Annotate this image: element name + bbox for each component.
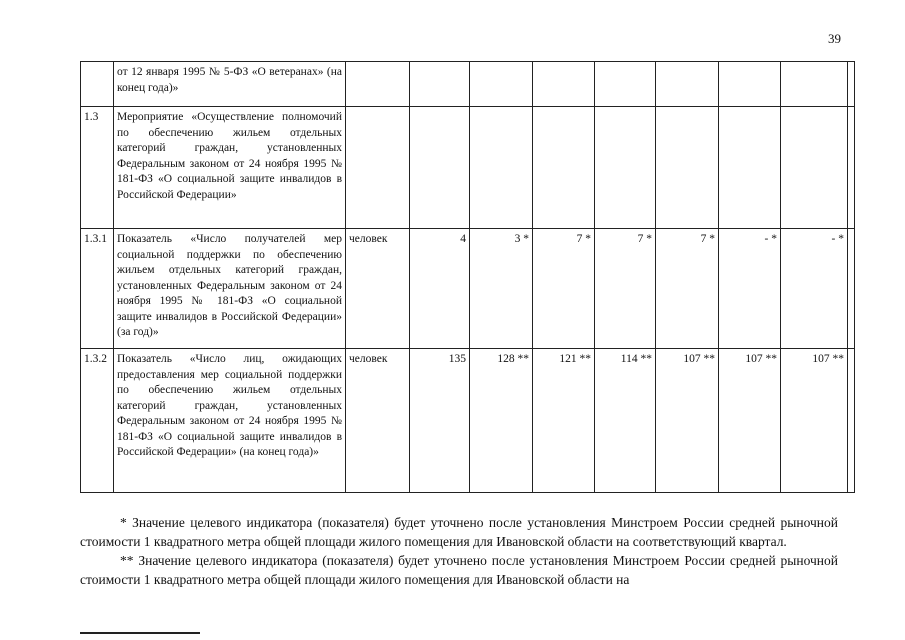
footnotes: [80, 513, 838, 589]
row-unit-cell: человек: [346, 349, 410, 493]
row-description-cell: Показатель «Число получателей мер социальной поддержки по обеспечению жильем отдельных категорий граждан, установленных Федеральным законом от 24 ноября 1995 № 181-ФЗ «О социальной защите инвалидов в Российской Федерации» (за год)»: [114, 229, 346, 349]
row-unit-cell: [346, 107, 410, 229]
value-cell: 107 **: [781, 349, 848, 493]
value-cell: [781, 107, 848, 229]
value-cell: [470, 107, 533, 229]
page-number: 39: [828, 31, 841, 46]
value-cell: - *: [719, 229, 781, 349]
row-description-cell: Мероприятие «Осуществление полномочий по обеспечению жильем отдельных категорий граждан, установленных Федеральным законом от 24 ноября 1995 № 181-ФЗ «О социальной защите инвалидов в Российской Федерации»: [114, 107, 346, 229]
value-cell: 121 **: [533, 349, 595, 493]
value-cell: 128 **: [470, 349, 533, 493]
value-cell: 7 *: [595, 229, 656, 349]
bottom-rule: [80, 632, 200, 634]
row-description-cell: Показатель «Число лиц, ожидающих предоставления мер социальной поддержки по обеспечению жильем отдельных категорий граждан, установленных Федеральным законом от 24 ноября 1995 № 181-ФЗ «О социальной защите инвалидов в Российской Федерации» (на конец года)»: [114, 349, 346, 493]
value-cell: [848, 229, 855, 349]
value-cell: 7 *: [533, 229, 595, 349]
row-number-cell: 1.3.2: [81, 349, 114, 493]
value-cell: 135: [410, 349, 470, 493]
value-cell: [533, 107, 595, 229]
table-row: [81, 107, 855, 229]
row-unit-cell: человек: [346, 229, 410, 349]
footnote-single-asterisk: * Значение целевого индикатора (показателя) будет уточнено после установления Минстроем России средней рыночной стоимости 1 квадратного метра общей площади жилого помещения для Ивановской области на соответствующий квартал.: [80, 515, 838, 549]
indicators-table: [80, 61, 855, 493]
value-cell: [595, 107, 656, 229]
row-number-cell: 1.3: [81, 107, 114, 229]
value-cell: 7 *: [656, 229, 719, 349]
value-cell: 107 **: [719, 349, 781, 493]
row-number-cell: [81, 62, 114, 107]
value-cell: [848, 62, 855, 107]
value-cell: [533, 62, 595, 107]
value-cell: [781, 62, 848, 107]
row-unit-cell: [346, 62, 410, 107]
value-cell: - *: [781, 229, 848, 349]
value-cell: [719, 107, 781, 229]
value-cell: [656, 107, 719, 229]
value-cell: [656, 62, 719, 107]
value-cell: 4: [410, 229, 470, 349]
footnote-double-asterisk: ** Значение целевого индикатора (показателя) будет уточнено после установления Минстроем России средней рыночной стоимости 1 квадратного метра общей площади жилого помещения для Ивановской области на: [80, 553, 838, 587]
row-description-cell: от 12 января 1995 № 5-ФЗ «О ветеранах» (на конец года)»: [114, 62, 346, 107]
value-cell: 114 **: [595, 349, 656, 493]
table-row: [81, 62, 855, 107]
value-cell: [410, 107, 470, 229]
table-row: [81, 229, 855, 349]
value-cell: 3 *: [470, 229, 533, 349]
value-cell: [848, 349, 855, 493]
value-cell: [719, 62, 781, 107]
value-cell: [595, 62, 656, 107]
value-cell: [470, 62, 533, 107]
value-cell: [410, 62, 470, 107]
table-row: [81, 349, 855, 493]
value-cell: 107 **: [656, 349, 719, 493]
row-number-cell: 1.3.1: [81, 229, 114, 349]
value-cell: [848, 107, 855, 229]
